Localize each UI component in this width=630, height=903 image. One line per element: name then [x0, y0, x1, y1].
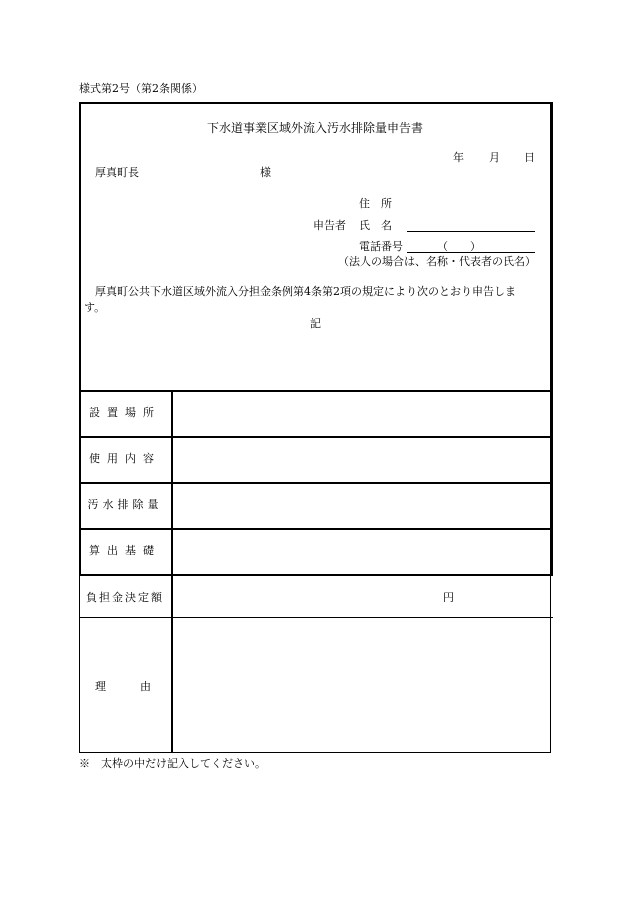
form-number: 様式第2号（第2条関係） — [79, 82, 203, 95]
footnote: ※ 太枠の中だけ記入してください。 — [79, 757, 266, 770]
ki-label: 記 — [310, 317, 321, 330]
phone-underline — [407, 240, 535, 253]
corporate-note: （法人の場合は、名称・代表者の氏名） — [338, 255, 536, 268]
row-label-basis: 算出基礎 — [89, 544, 161, 557]
row-label-location: 設置場所 — [89, 406, 161, 419]
name-label: 氏 名 — [359, 219, 392, 232]
amount-yen-unit: 円 — [443, 591, 454, 604]
row-label-reason: 理 由 — [95, 680, 155, 693]
phone-paren: （ ） — [437, 240, 481, 253]
form-title: 下水道事業区域外流入汚水排除量申告書 — [206, 121, 423, 135]
body-text-line1: 厚真町公共下水道区域外流入分担金条例第4条第2項の規定により次のとおり申告しま — [95, 285, 516, 298]
row-divider-6 — [79, 617, 553, 618]
date-day: 日 — [524, 151, 535, 164]
row-label-usage: 使用内容 — [89, 452, 161, 465]
label-column-divider — [171, 390, 173, 753]
row-label-wastewater: 汚水排除量 — [87, 498, 163, 511]
name-underline — [407, 219, 535, 232]
applicant-role-label: 申告者 — [313, 219, 346, 232]
address-label: 住 所 — [359, 197, 392, 210]
addressee-name: 厚真町長 — [95, 166, 139, 179]
phone-label: 電話番号 — [359, 240, 403, 253]
addressee-honorific: 様 — [260, 166, 271, 179]
date-year: 年 — [453, 151, 464, 164]
date-month: 月 — [489, 151, 500, 164]
row-label-amount: 負担金決定額 — [86, 591, 164, 604]
body-text-line2: す。 — [84, 301, 106, 314]
